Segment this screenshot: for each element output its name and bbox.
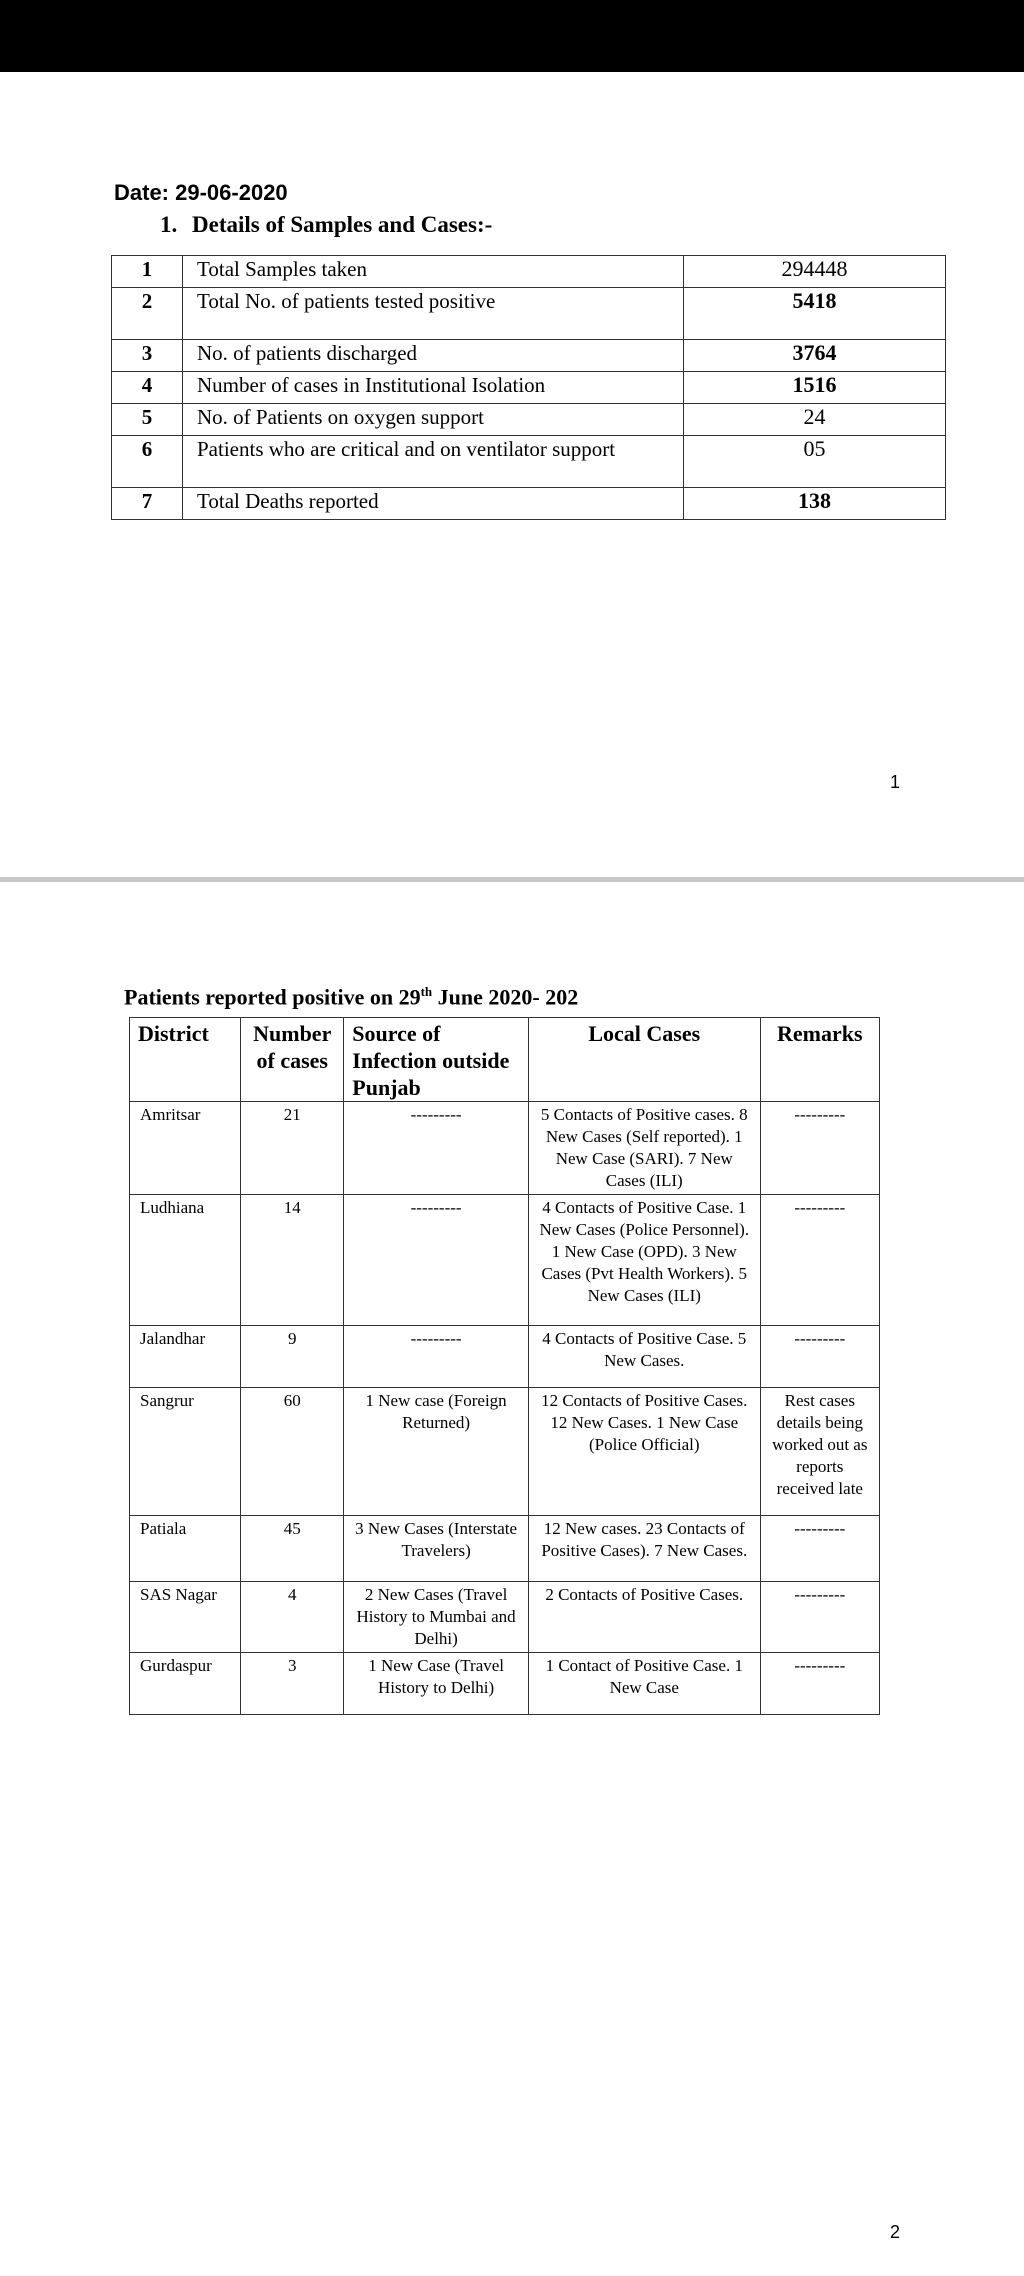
cell-remarks: --------- — [760, 1195, 879, 1326]
row-value: 294448 — [684, 256, 946, 288]
row-label: No. of patients discharged — [183, 340, 684, 372]
cell-local: 2 Contacts of Positive Cases. — [528, 1582, 760, 1653]
cell-source: 3 New Cases (Interstate Travelers) — [344, 1516, 529, 1582]
header-local: Local Cases — [528, 1018, 760, 1102]
cell-local: 12 New cases. 23 Contacts of Positive Cases). 7 New Cases. — [528, 1516, 760, 1582]
row-label: Total Deaths reported — [183, 488, 684, 520]
cell-source: 1 New case (Foreign Returned) — [344, 1388, 529, 1516]
cell-local: 12 Contacts of Positive Cases. 12 New Cases. 1 New Case (Police Official) — [528, 1388, 760, 1516]
top-black-bar — [0, 0, 1024, 72]
header-number: Number of cases — [241, 1018, 344, 1102]
table-row — [130, 1516, 880, 1582]
cell-source: 2 New Cases (Travel History to Mumbai and Delhi) — [344, 1582, 529, 1653]
cell-source: 1 New Case (Travel History to Delhi) — [344, 1653, 529, 1715]
row-serial: 4 — [112, 372, 183, 404]
cell-district: Jalandhar — [130, 1326, 241, 1388]
cell-number: 45 — [241, 1516, 344, 1582]
cell-number: 4 — [241, 1582, 344, 1653]
row-value: 3764 — [684, 340, 946, 372]
table-row — [112, 340, 946, 372]
document-page-1 — [0, 72, 1024, 877]
cell-local: 1 Contact of Positive Case. 1 New Case — [528, 1653, 760, 1715]
cell-number: 60 — [241, 1388, 344, 1516]
row-value: 05 — [684, 436, 946, 488]
table-row — [112, 256, 946, 288]
title-text: Patients reported positive on 29 — [124, 984, 421, 1010]
row-label: Number of cases in Institutional Isolation — [183, 372, 684, 404]
cell-number: 9 — [241, 1326, 344, 1388]
section-number: 1. — [160, 212, 178, 237]
section-title-text: Details of Samples and Cases:- — [192, 212, 493, 237]
table-row — [112, 436, 946, 488]
cell-remarks: --------- — [760, 1516, 879, 1582]
page-number: 2 — [889, 2222, 900, 2242]
title-superscript: th — [420, 984, 433, 999]
cell-local: 4 Contacts of Positive Case. 5 New Cases. — [528, 1326, 760, 1388]
cell-district: Amritsar — [130, 1102, 241, 1195]
cell-number: 21 — [241, 1102, 344, 1195]
cell-district: Gurdaspur — [130, 1653, 241, 1715]
row-serial: 3 — [112, 340, 183, 372]
cell-local: 5 Contacts of Positive cases. 8 New Cases (Self reported). 1 New Case (SARI). 7 New Cases (ILI) — [528, 1102, 760, 1195]
row-serial: 6 — [112, 436, 183, 488]
table-row — [112, 488, 946, 520]
cell-remarks: --------- — [760, 1653, 879, 1715]
cell-local: 4 Contacts of Positive Case. 1 New Cases (Police Personnel). 1 New Case (OPD). 3 New Cases (Pvt Health Workers). 5 New Cases (ILI) — [528, 1195, 760, 1326]
table-row — [130, 1388, 880, 1516]
row-serial: 7 — [112, 488, 183, 520]
table-row — [130, 1653, 880, 1715]
row-serial: 5 — [112, 404, 183, 436]
district-cases-table — [129, 1017, 880, 1715]
table-row — [112, 404, 946, 436]
district-table-title — [124, 984, 578, 1010]
row-label: Total Samples taken — [183, 256, 684, 288]
header-source: Source of Infection outside Punjab — [344, 1018, 529, 1102]
report-date: Date: 29-06-2020 — [114, 180, 288, 205]
row-value: 138 — [684, 488, 946, 520]
table-row — [130, 1582, 880, 1653]
section-title — [160, 212, 492, 238]
cell-source: --------- — [344, 1102, 529, 1195]
row-serial: 1 — [112, 256, 183, 288]
row-value: 1516 — [684, 372, 946, 404]
cell-district: Ludhiana — [130, 1195, 241, 1326]
table-row — [130, 1326, 880, 1388]
cell-remarks: --------- — [760, 1326, 879, 1388]
table-row — [112, 288, 946, 340]
cell-source: --------- — [344, 1326, 529, 1388]
table-row — [130, 1195, 880, 1326]
page-number: 1 — [889, 772, 900, 792]
cell-remarks: --------- — [760, 1582, 879, 1653]
row-serial: 2 — [112, 288, 183, 340]
cell-source: --------- — [344, 1195, 529, 1326]
row-value: 24 — [684, 404, 946, 436]
cell-district: Sangrur — [130, 1388, 241, 1516]
cell-remarks: --------- — [760, 1102, 879, 1195]
row-label: No. of Patients on oxygen support — [183, 404, 684, 436]
table-row — [130, 1102, 880, 1195]
row-label: Patients who are critical and on ventilator support — [183, 436, 684, 488]
table-row — [112, 372, 946, 404]
cell-district: Patiala — [130, 1516, 241, 1582]
document-page-2 — [0, 882, 1024, 2276]
header-district: District — [130, 1018, 241, 1102]
cell-number: 14 — [241, 1195, 344, 1326]
row-label: Total No. of patients tested positive — [183, 288, 684, 340]
row-value: 5418 — [684, 288, 946, 340]
table-header-row — [130, 1018, 880, 1102]
samples-cases-table — [111, 255, 946, 520]
cell-district: SAS Nagar — [130, 1582, 241, 1653]
title-text-end: June 2020- 202 — [432, 984, 579, 1010]
cell-number: 3 — [241, 1653, 344, 1715]
cell-remarks: Rest cases details being worked out as reports received late — [760, 1388, 879, 1516]
header-remarks: Remarks — [760, 1018, 879, 1102]
